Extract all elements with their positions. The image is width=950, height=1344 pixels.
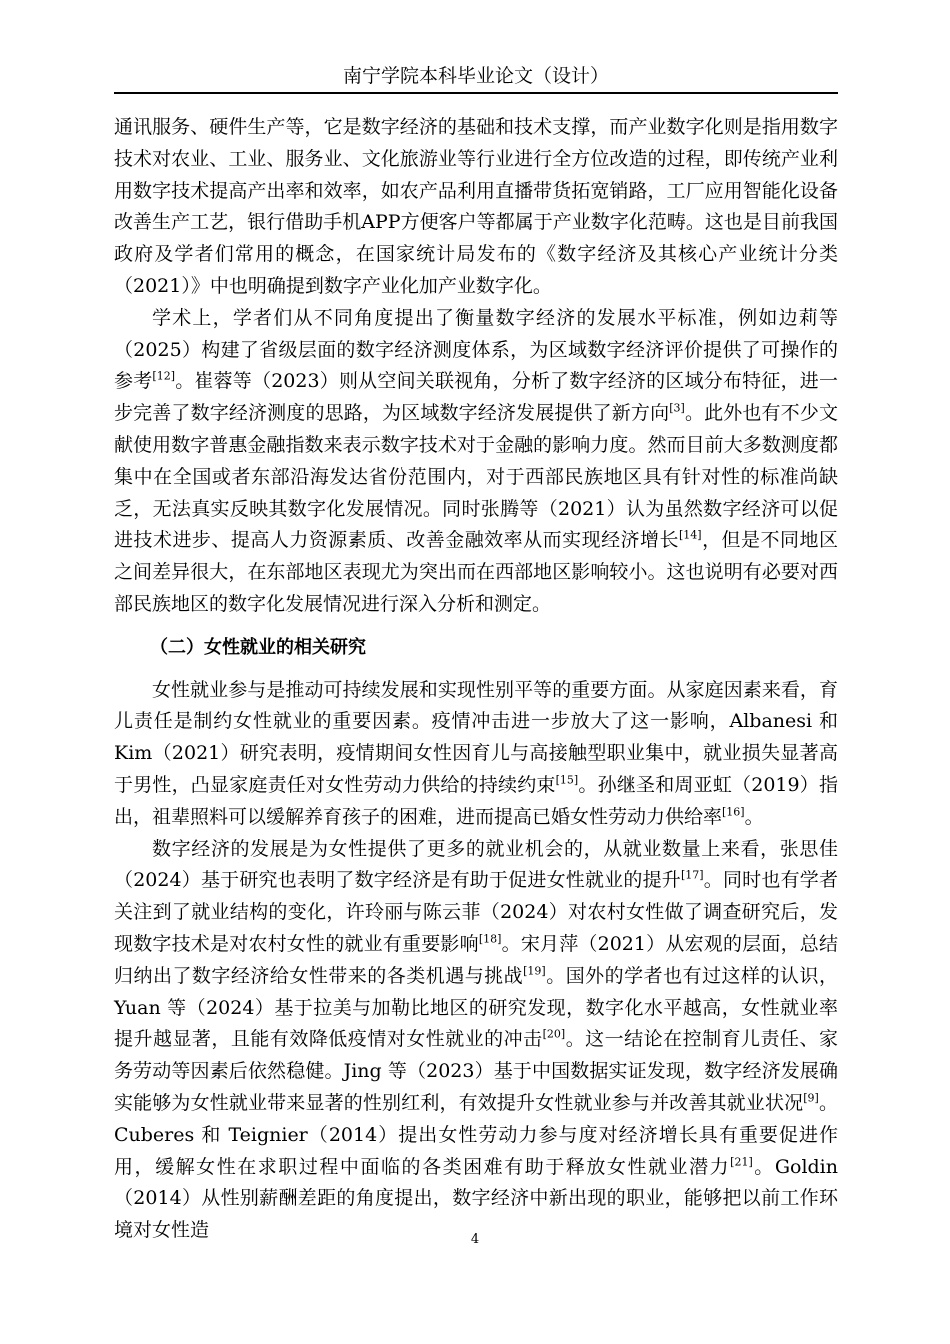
section-heading: （二）女性就业的相关研究 (150, 636, 366, 658)
text-run: 学术上，学者们从不同角度提出了衡量数字经济的发展水平标准，例如边莉等（2025）构建了省级层面的数字经济测度体系，为区域数字经济评价提供了可操作的参考 (114, 306, 838, 393)
citation-ref: [21] (730, 1155, 753, 1169)
paragraph-2 (114, 303, 838, 621)
citation-ref: [15] (555, 773, 579, 787)
text-run: 。崔蓉等（2023）则从空间关联视角，分析了数字经济的区域分布特征，进一步完善了数字经济测度的思路，为区域数字经济发展提供了新方向 (114, 370, 838, 425)
citation-ref: [14] (679, 529, 702, 543)
running-header: 南宁学院本科毕业论文（设计） (114, 62, 838, 94)
page-body (114, 112, 838, 1247)
text-run: 。宋月萍（2021）从宏观的层面，总结归纳出了数字经济给女性带来的各类机遇与挑战 (114, 932, 838, 987)
text-run: 。国外的学者也有过这样的认识，Yuan 等（2024）基于拉美与加勒比地区的研究发现，数字化水平越高，女性就业率提升越显著，且能有效降低疫情对女性就业的冲击 (114, 964, 838, 1051)
citation-ref: [3] (669, 401, 685, 415)
paragraph-1: 通讯服务、硬件生产等，它是数字经济的基础和技术支撑，而产业数字化则是指用数字技术对农业、工业、服务业、文化旅游业等行业进行全方位改造的过程，即传统产业利用数字技术提高产出率和效率，如农产品利用直播带货拓宽销路，工厂应用智能化设备改善生产工艺，银行借助手机APP方便客户等都属于产业数字化范畴。这也是目前我国政府及学者们常用的概念，在国家统计局发布的《数字经济及其核心产业统计分类（2021）》中也明确提到数字产业化加产业数字化。 (114, 116, 838, 297)
paragraph-3 (114, 675, 838, 834)
text-run: 。这一结论在控制育儿责任、家务劳动等因素后依然稳健。Jing 等（2023）基于中国数据实证发现，数字经济发展确实能够为女性就业带来显著的性别红利，有效提升女性就业参与并改善其就业状况 (114, 1028, 838, 1114)
citation-ref: [17] (680, 869, 704, 882)
text-run: 。Goldin（2014）从性别薪酬差距的角度提出，数字经济中新出现的职业，能够把以前工作环境对女性造 (114, 1155, 838, 1242)
text-run: 。Cuberes 和 Teignier（2014）提出女性劳动力参与度对经济增长具有重要促进作用，缓解女性在求职过程中面临的各类困难有助于释放女性就业潜力 (114, 1091, 838, 1178)
text-run: 。 (744, 805, 764, 828)
citation-ref: [12] (152, 370, 175, 384)
citation-ref: [16] (722, 805, 745, 819)
text-run: ，但是不同地区之间差异很大，在东部地区表现尤为突出而在西部地区影响较小。这也说明有必要对西部民族地区的数字化发展情况进行深入分析和测定。 (114, 529, 838, 615)
paragraph-4 (114, 834, 838, 1247)
citation-ref: [19] (523, 964, 546, 978)
text-run: 。同时也有学者关注到了就业结构的变化，许玲丽与陈云菲（2024）对农村女性做了调查研究后，发现数字技术是对农村女性的就业有重要影响 (114, 869, 838, 955)
text-run: 。孙继圣和周亚虹（2019）指出，祖辈照料可以缓解养育孩子的困难，进而提高已婚女性劳动力供给率 (114, 773, 838, 828)
text-run: 数字经济的发展是为女性提供了更多的就业机会的，从就业数量上来看，张思佳（2024）基于研究也表明了数字经济是有助于促进女性就业的提升 (114, 837, 838, 892)
text-run: 。此外也有不少文献使用数字普惠金融指数来表示数字技术对于金融的影响力度。然而目前大多数测度都集中在全国或者东部沿海发达省份范围内，对于西部民族地区具有针对性的标准尚缺乏，无法真实反映其数字化发展情况。同时张腾等（2021）认为虽然数字经济可以促进技术进步、提高人力资源素质、改善金融效率从而实现经济增长 (114, 402, 838, 552)
page-number: 4 (470, 1232, 480, 1247)
citation-ref: [18] (478, 932, 502, 946)
text-run: 女性就业参与是推动可持续发展和实现性别平等的重要方面。从家庭因素来看，育儿责任是制约女性就业的重要因素。疫情冲击进一步放大了这一影响，Albanesi 和 Kim（2021）研究表明，疫情期间女性因育儿与高接触型职业集中，就业损失显著高于男性，凸显家庭责任对女性劳动力供给的持续约束 (114, 678, 838, 796)
citation-ref: [20] (542, 1027, 566, 1041)
citation-ref: [9] (803, 1091, 819, 1105)
